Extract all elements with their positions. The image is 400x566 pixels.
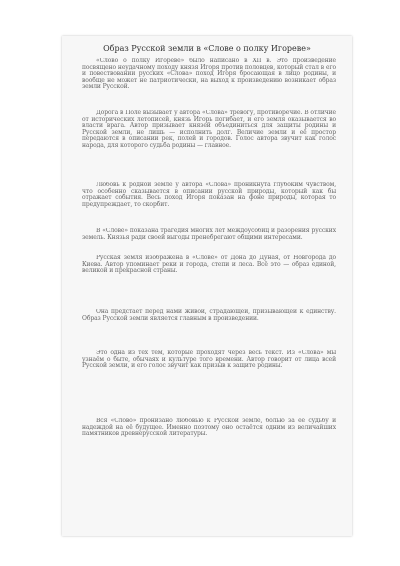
paragraph-text: Вся «Слово» пронизано любовью к Русской земле, болью за её судьбу и надеждой на её будущее. Именно поэтому оно остаётся одним из величайших памятников древнерусской литературы. bbox=[82, 418, 336, 438]
paragraph-4 bbox=[82, 228, 336, 248]
paragraph-text: Она предстаёт перед нами живой, страдающей, призывающей к единству. Образ Русской земли является главным в произведении. bbox=[82, 309, 336, 322]
paragraph-text: Дорога в Поле вызывает у автора «Слова» тревогу, противоречие. В отличие от исторических летописей, князь Игорь погибает, и его земля оказывается во власти врага. Автор призывает князей объединиться для защиты родины и Русской земли, не лишь — исполнить долг. Величие земли и её простор передаются в описании рек, полей и городов. Голос автора звучит как голос народа, для которого судьба родины — главное. bbox=[82, 110, 336, 149]
paragraph-3 bbox=[82, 182, 336, 222]
paragraph-text: Любовь к родной земле у автора «Слова» проникнута глубоким чувством, что особенно сказывается в описании русской природы, который как бы отражает события. Весь поход Игоря показан на фоне природы, которая то предупреждает, то скорбит. bbox=[82, 182, 336, 208]
paragraph-8 bbox=[82, 418, 336, 478]
paragraph-1 bbox=[82, 58, 336, 102]
paragraph-text: Русская земля изображена в «Слове» от Дона до Дуная, от Новгорода до Киева. Автор упоминает реки и города, степи и леса. Всё это — образ единой, великой и прекрасной страны. bbox=[82, 255, 336, 275]
paragraph-6 bbox=[82, 309, 336, 335]
paragraph-text: В «Слове» показана трагедия многих лет междоусобиц и разорения русских земель. Князья ради своей выгоды пренебрегают общими интересами. bbox=[82, 228, 336, 241]
document-title: Образ Русской земли в «Слове о полку Игореве» bbox=[103, 44, 311, 53]
paragraph-text: Это одна из тех тем, которые проходят через весь текст. Из «Слова» мы узнаём о быте, обычаях и культуре того времени. Автор говорит от лица всей Русской земли, и его голос звучит как призыв к защите родины. bbox=[82, 350, 336, 370]
paragraph-text: «Слово о полку Игореве» было написано в XII в. Это произведение посвящено неудачному походу князя Игоря против половцев, который стал в его и повествовании русских «Слова» поход Игоря бросающая в лицо родины, и вообще не может не патриотически, на выход к произведению возникает образ земли Русской. bbox=[82, 58, 336, 91]
paragraph-7 bbox=[82, 350, 336, 410]
paragraph-2 bbox=[82, 110, 336, 176]
paragraph-5 bbox=[82, 255, 336, 281]
